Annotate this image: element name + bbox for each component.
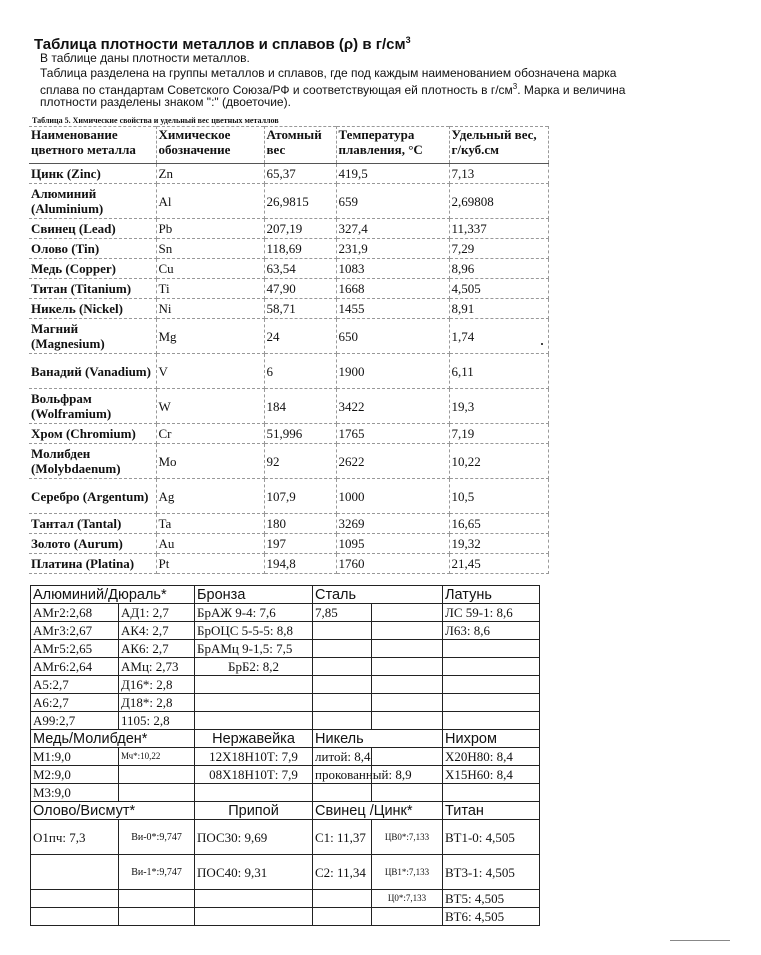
grade-cell: О1пч: 7,3	[31, 820, 119, 855]
table-cell: 327,4	[336, 219, 449, 239]
grade-cell	[443, 640, 540, 658]
grade-cell: Л63: 8,6	[443, 622, 540, 640]
table-cell: Ag	[156, 479, 264, 514]
metal-name-cell: Свинец (Lead)	[29, 219, 156, 239]
grade-cell: А99:2,7	[31, 712, 119, 730]
group-header: Алюминий/Дюраль*	[31, 586, 195, 604]
group-header: Свинец /Цинк*	[313, 802, 443, 820]
grade-cell: АМг2:2,68	[31, 604, 119, 622]
table-cell: Ti	[156, 279, 264, 299]
grade-cell: ПОС30: 9,69	[195, 820, 313, 855]
grade-cell	[31, 855, 119, 890]
grade-cell	[372, 908, 443, 926]
nonferrous-metals-table	[29, 126, 549, 574]
grade-cell: БрАЖ 9-4: 7,6	[195, 604, 313, 622]
grade-cell	[372, 622, 443, 640]
grade-cell	[195, 694, 313, 712]
grade-cell: ПОС40: 9,31	[195, 855, 313, 890]
table-cell: Zn	[156, 164, 264, 184]
group-header: Бронза	[195, 586, 313, 604]
table-cell: 194,8	[264, 554, 336, 574]
grade-cell	[313, 908, 372, 926]
grade-cell	[372, 748, 443, 766]
table-cell: 2,69808	[449, 184, 548, 219]
group-header: Олово/Висмут*	[31, 802, 195, 820]
metal-name-cell: Титан (Titanium)	[29, 279, 156, 299]
table-cell: 21,45	[449, 554, 548, 574]
table-cell: 10,5	[449, 479, 548, 514]
table-cell: Al	[156, 184, 264, 219]
grade-cell: Ц0*:7,133	[372, 890, 443, 908]
grade-cell	[31, 890, 119, 908]
grade-cell: Д18*: 2,8	[119, 694, 195, 712]
table-cell: Ni	[156, 299, 264, 319]
metal-name-cell: Медь (Copper)	[29, 259, 156, 279]
table-cell: 4,505	[449, 279, 548, 299]
scan-edge-line	[670, 940, 730, 941]
grade-cell: АМг3:2,67	[31, 622, 119, 640]
table-cell: 51,996	[264, 424, 336, 444]
grade-row	[31, 890, 540, 908]
grade-cell: АК4: 2,7	[119, 622, 195, 640]
grade-row	[31, 676, 540, 694]
grade-cell	[313, 712, 372, 730]
group-header: Латунь	[443, 586, 540, 604]
grade-cell: А6:2,7	[31, 694, 119, 712]
table-cell: 3269	[336, 514, 449, 534]
grade-row	[31, 694, 540, 712]
table-cell: 180	[264, 514, 336, 534]
grade-cell: М1:9,0	[31, 748, 119, 766]
intro-line-1: В таблице даны плотности металлов.	[40, 51, 250, 65]
table-cell: 8,91	[449, 299, 548, 319]
grade-cell: прокованный: 8,9	[313, 766, 372, 784]
table-cell: 419,5	[336, 164, 449, 184]
grade-cell	[372, 676, 443, 694]
table-cell: 197	[264, 534, 336, 554]
table-header-row	[29, 127, 548, 164]
grade-cell	[195, 890, 313, 908]
grade-cell: 1105: 2,8	[119, 712, 195, 730]
table-cell: 659	[336, 184, 449, 219]
metal-name-cell: Золото (Aurum)	[29, 534, 156, 554]
grade-row	[31, 748, 540, 766]
grade-cell: ЛС 59-1: 8,6	[443, 604, 540, 622]
table-cell: 63,54	[264, 259, 336, 279]
grade-cell	[372, 604, 443, 622]
grade-cell: Х15Н60: 8,4	[443, 766, 540, 784]
metal-name-cell: Молибден (Molybdaenum)	[29, 444, 156, 479]
table-cell: Mg	[156, 319, 264, 354]
metal-name-cell: Алюминий (Aluminium)	[29, 184, 156, 219]
table-cell: 650	[336, 319, 449, 354]
table-cell: 1,74	[449, 319, 548, 354]
table-cell: 3422	[336, 389, 449, 424]
alloy-grades-table	[30, 585, 540, 926]
table-cell: Mo	[156, 444, 264, 479]
grade-cell	[195, 676, 313, 694]
grade-cell: литой: 8,4	[313, 748, 372, 766]
grade-cell: БрБ2: 8,2	[195, 658, 313, 676]
table-cell: 6	[264, 354, 336, 389]
table-cell: 26,9815	[264, 184, 336, 219]
table-cell: 7,29	[449, 239, 548, 259]
table-cell: 16,65	[449, 514, 548, 534]
grade-cell: А5:2,7	[31, 676, 119, 694]
table-row	[29, 514, 548, 534]
table-cell: 118,69	[264, 239, 336, 259]
grade-row	[31, 855, 540, 890]
grade-cell: Ви-1*:9,747	[119, 855, 195, 890]
scan-speck	[541, 343, 543, 345]
grade-cell: АД1: 2,7	[119, 604, 195, 622]
table-cell: 7,19	[449, 424, 548, 444]
group-header: Нихром	[443, 730, 540, 748]
table-cell: 231,9	[336, 239, 449, 259]
table-row	[29, 444, 548, 479]
table-cell: 92	[264, 444, 336, 479]
group-header-row	[31, 586, 540, 604]
table-cell: 8,96	[449, 259, 548, 279]
grade-row	[31, 658, 540, 676]
table-cell: 1668	[336, 279, 449, 299]
column-header: Удельный вес, г/куб.см	[449, 127, 548, 164]
column-header: Химическое обозначение	[156, 127, 264, 164]
table-row	[29, 219, 548, 239]
grade-cell: АК6: 2,7	[119, 640, 195, 658]
group-header: Нержавейка	[195, 730, 313, 748]
group-header: Никель	[313, 730, 443, 748]
table-cell: V	[156, 354, 264, 389]
grade-row	[31, 820, 540, 855]
table-row	[29, 299, 548, 319]
table-cell: 19,3	[449, 389, 548, 424]
table-cell: 1765	[336, 424, 449, 444]
group-header: Сталь	[313, 586, 443, 604]
table-row	[29, 164, 548, 184]
grade-cell	[195, 908, 313, 926]
table-cell: Sn	[156, 239, 264, 259]
grade-cell: ЦВ0*:7,133	[372, 820, 443, 855]
table-cell: 1455	[336, 299, 449, 319]
page-title: Таблица плотности металлов и сплавов (ρ) в $г/см^3$	[34, 35, 411, 53]
table-cell: 207,19	[264, 219, 336, 239]
grade-cell	[31, 908, 119, 926]
table-row	[29, 424, 548, 444]
table-cell: 1900	[336, 354, 449, 389]
table-row	[29, 554, 548, 574]
metal-name-cell: Магний (Magnesium)	[29, 319, 156, 354]
grade-cell: ВТ1-0: 4,505	[443, 820, 540, 855]
grade-cell: ВТ6: 4,505	[443, 908, 540, 926]
group-header: Медь/Молибден*	[31, 730, 195, 748]
table-cell: 65,37	[264, 164, 336, 184]
table-cell: 2622	[336, 444, 449, 479]
grade-cell	[313, 640, 372, 658]
table-row	[29, 184, 548, 219]
grade-cell	[372, 784, 443, 802]
grade-cell	[443, 784, 540, 802]
table-cell: 7,13	[449, 164, 548, 184]
group-header: Титан	[443, 802, 540, 820]
table-row	[29, 259, 548, 279]
table-cell: 1000	[336, 479, 449, 514]
grade-cell	[443, 676, 540, 694]
metal-name-cell: Платина (Platina)	[29, 554, 156, 574]
group-header: Припой	[195, 802, 313, 820]
intro-line-3: сплава по стандартам Советского Союза/РФ и соответствующая ей плотность в $г/см^3$. Марка и величина	[40, 82, 626, 97]
grade-row	[31, 640, 540, 658]
column-header: Атомный вес	[264, 127, 336, 164]
grade-row	[31, 908, 540, 926]
table-cell: Cr	[156, 424, 264, 444]
grade-cell: 12Х18Н10Т: 7,9	[195, 748, 313, 766]
grade-cell: Ви-0*:9,747	[119, 820, 195, 855]
metal-name-cell: Никель (Nickel)	[29, 299, 156, 319]
grade-row	[31, 712, 540, 730]
metal-name-cell: Ванадий (Vanadium)	[29, 354, 156, 389]
table-cell: Pt	[156, 554, 264, 574]
grade-cell	[443, 694, 540, 712]
table-cell: Au	[156, 534, 264, 554]
grade-cell: ЦВ1*:7,133	[372, 855, 443, 890]
intro-line-2: Таблица разделена на группы металлов и сплавов, где под каждым наименованием обозначена марка	[40, 66, 617, 80]
grade-row	[31, 784, 540, 802]
table-cell: 1083	[336, 259, 449, 279]
table-cell: 19,32	[449, 534, 548, 554]
table-cell: 11,337	[449, 219, 548, 239]
grade-cell	[195, 784, 313, 802]
group-header-row	[31, 802, 540, 820]
table-cell: 58,71	[264, 299, 336, 319]
grade-cell	[119, 890, 195, 908]
table-cell: 1760	[336, 554, 449, 574]
grade-cell: ВТ3-1: 4,505	[443, 855, 540, 890]
grade-row	[31, 604, 540, 622]
metal-name-cell: Цинк (Zinc)	[29, 164, 156, 184]
column-header: Наименование цветного металла	[29, 127, 156, 164]
grade-cell	[313, 676, 372, 694]
table-cell: 1095	[336, 534, 449, 554]
grade-cell: С1: 11,37	[313, 820, 372, 855]
grade-cell: М2:9,0	[31, 766, 119, 784]
grade-cell	[443, 658, 540, 676]
grade-cell	[313, 694, 372, 712]
grade-cell	[313, 784, 372, 802]
table-cell: W	[156, 389, 264, 424]
grade-cell: АМг6:2,64	[31, 658, 119, 676]
grade-cell: БрАМц 9-1,5: 7,5	[195, 640, 313, 658]
grade-cell: 08Х18Н10Т: 7,9	[195, 766, 313, 784]
metal-name-cell: Тантал (Tantal)	[29, 514, 156, 534]
grade-cell: ВТ5: 4,505	[443, 890, 540, 908]
grade-cell: Х20Н80: 8,4	[443, 748, 540, 766]
group-header-row	[31, 730, 540, 748]
grade-cell: Д16*: 2,8	[119, 676, 195, 694]
grade-cell	[372, 694, 443, 712]
intro-line-4: плотности разделены знаком ":" (двоеточие).	[40, 95, 291, 109]
grade-cell	[313, 890, 372, 908]
grade-cell: АМг5:2,65	[31, 640, 119, 658]
table-row	[29, 239, 548, 259]
grade-cell	[313, 658, 372, 676]
grade-cell	[313, 622, 372, 640]
table-cell: 6,11	[449, 354, 548, 389]
grade-cell	[443, 712, 540, 730]
grade-cell: Мч*:10,22	[119, 748, 195, 766]
table-row	[29, 389, 548, 424]
table-cell: 107,9	[264, 479, 336, 514]
table-cell: Ta	[156, 514, 264, 534]
grade-cell: БрОЦС 5-5-5: 8,8	[195, 622, 313, 640]
metal-name-cell: Олово (Tin)	[29, 239, 156, 259]
table-row	[29, 479, 548, 514]
grade-cell	[119, 766, 195, 784]
grade-cell: М3:9,0	[31, 784, 119, 802]
grade-cell	[195, 712, 313, 730]
table-row	[29, 534, 548, 554]
table-row	[29, 319, 548, 354]
table-caption: Таблица 5. Химические свойства и удельный вес цветных металлов	[32, 116, 279, 125]
grade-row	[31, 622, 540, 640]
metal-name-cell: Серебро (Argentum)	[29, 479, 156, 514]
table-row	[29, 279, 548, 299]
table-cell: 24	[264, 319, 336, 354]
table-cell: Cu	[156, 259, 264, 279]
table-row	[29, 354, 548, 389]
grade-cell	[119, 908, 195, 926]
grade-cell: 7,85	[313, 604, 372, 622]
grade-cell	[372, 640, 443, 658]
table-cell: 184	[264, 389, 336, 424]
column-header: Температура плавления, °С	[336, 127, 449, 164]
alloy-grades-body	[31, 586, 540, 926]
metal-name-cell: Вольфрам (Wolframium)	[29, 389, 156, 424]
grade-cell	[372, 658, 443, 676]
table-cell: Pb	[156, 219, 264, 239]
table-body	[29, 164, 548, 574]
metal-name-cell: Хром (Chromium)	[29, 424, 156, 444]
grade-cell	[372, 712, 443, 730]
grade-row	[31, 766, 540, 784]
grade-cell	[119, 784, 195, 802]
grade-cell: С2: 11,34	[313, 855, 372, 890]
grade-cell: АМц: 2,73	[119, 658, 195, 676]
table-cell: 47,90	[264, 279, 336, 299]
table-cell: 10,22	[449, 444, 548, 479]
